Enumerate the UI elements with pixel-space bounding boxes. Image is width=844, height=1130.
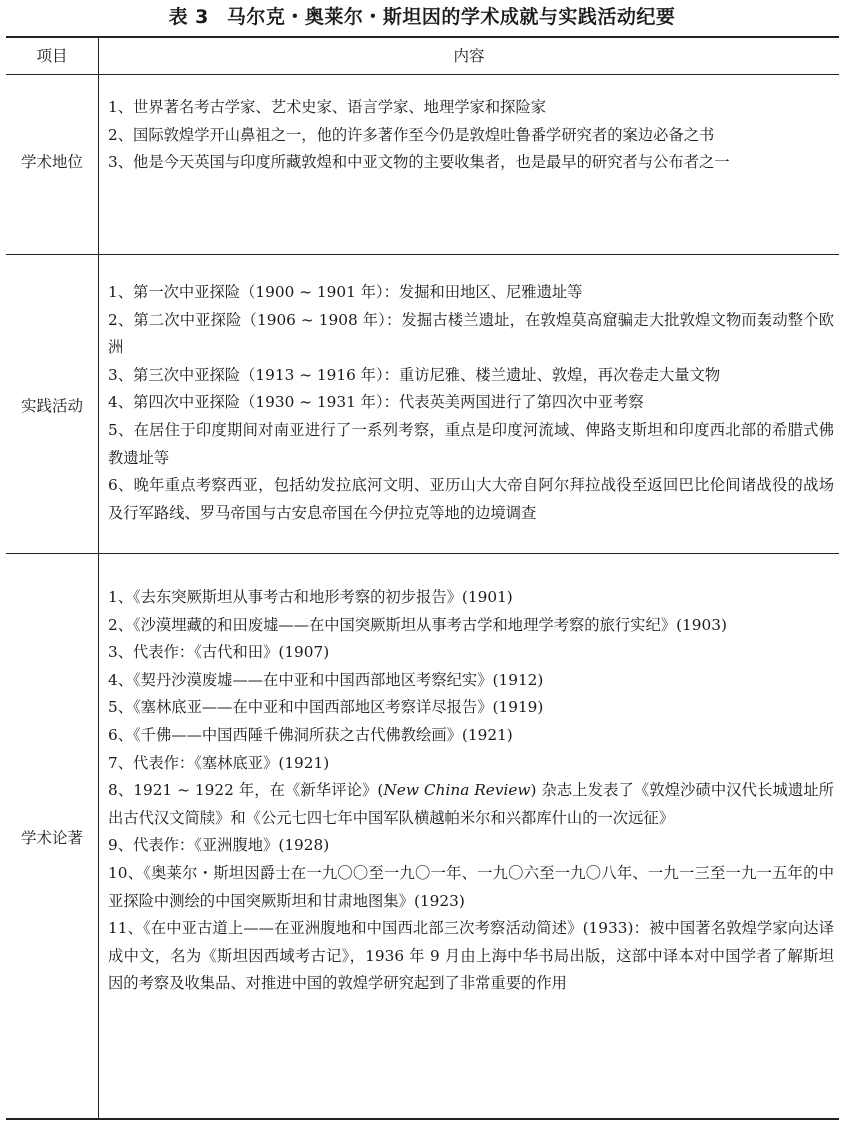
list-item: 1、世界著名考古学家、艺术史家、语言学家、地理学家和探险家: [108, 98, 547, 116]
list-item: 9、代表作：《亚洲腹地》(1928): [108, 836, 330, 855]
header-rule: [6, 74, 839, 75]
list-item: 4、《契丹沙漠废墟——在中亚和中国西部地区考察纪实》(1912): [108, 670, 544, 689]
list-item: 2、《沙漠埋藏的和田废墟——在中国突厥斯坦从事考古学和地理学考察的旅行实纪》(1903): [108, 615, 727, 634]
list-item: 3、第三次中亚探险（1913 ~ 1916 年）：重访尼雅、楼兰遗址、敦煌，再次卷走大量文物: [108, 365, 721, 384]
list-item: 3、代表作：《古代和田》(1907): [108, 643, 330, 662]
table-bottom-rule: [6, 1118, 839, 1120]
column-divider: [98, 37, 99, 1119]
header-content: 内容: [453, 47, 485, 65]
list-item: 2、第二次中亚探险（1906 ~ 1908 年）：发掘古楼兰遗址，在敦煌莫高窟骗走大批敦煌文物而轰动整个欧洲: [108, 310, 834, 357]
row-divider: [6, 553, 839, 554]
list-item: 1、第一次中亚探险（1900 ~ 1901 年）：发掘和田地区、尼雅遗址等: [108, 283, 583, 301]
row-divider: [6, 254, 839, 255]
list-item: 5、在居住于印度期间对南亚进行了一系列考察，重点是印度河流域、俾路支斯坦和印度西北部的希腊式佛教遗址等: [108, 420, 834, 467]
list-item: 11、《在中亚古道上——在亚洲腹地和中国西北部三次考察活动简述》(1933)：被中国著名敦煌学家向达译成中文，名为《斯坦因西域考古记》，1936 年 9 月由上海中华书局出版，这部中译本对中国学者了解斯坦因的考察及收集品、对推进中国的敦煌学研究起到了非常重要的作用: [108, 919, 834, 993]
row-category: 学术论著: [20, 829, 83, 847]
header-item: 项目: [36, 47, 68, 65]
row-content: [108, 584, 834, 998]
row-content: [108, 279, 834, 527]
journal-name: New China Review: [383, 781, 531, 800]
row-category: 实践活动: [20, 397, 83, 415]
row-content: [108, 94, 834, 177]
list-item: 1、《去东突厥斯坦从事考古和地形考察的初步报告》(1901): [108, 588, 513, 606]
list-item: 6、晚年重点考察西亚，包括幼发拉底河文明、亚历山大大帝自阿尔拜拉战役至返回巴比伦间诸战役的战场及行军路线、罗马帝国与古安息帝国在今伊拉克等地的边境调查: [108, 476, 834, 522]
list-item: 5、《塞林底亚——在中亚和中国西部地区考察详尽报告》(1919): [108, 698, 544, 717]
row-category: 学术地位: [20, 153, 83, 171]
list-item: 6、《千佛——中国西陲千佛洞所获之古代佛教绘画》(1921): [108, 725, 513, 744]
list-item: 7、代表作：《塞林底亚》(1921): [108, 753, 330, 772]
table-caption: 马尔克・奥莱尔・斯坦因的学术成就与实践活动纪要: [226, 6, 676, 28]
table-title: [0, 2, 844, 29]
list-item: 10、《奥莱尔・斯坦因爵士在一九〇〇至一九〇一年、一九〇六至一九〇八年、一九一三至一九一五年的中亚探险中测绘的中国突厥斯坦和甘肃地图集》(1923): [108, 863, 834, 910]
list-item-text: 8、1921 ~ 1922 年，在《新华评论》(: [108, 781, 384, 800]
table-label: 表 3: [168, 6, 209, 28]
list-item: 4、第四次中亚探险（1930 ~ 1931 年）：代表英美两国进行了第四次中亚考察: [108, 393, 644, 412]
list-item: [108, 777, 834, 832]
list-item: 3、他是今天英国与印度所藏敦煌和中亚文物的主要收集者，也是最早的研究者与公布者之一: [108, 153, 730, 172]
list-item-text: ) 杂志上发表了《敦煌沙碛中汉代长城遗址所出古代汉文简牍》和《公元七四七年中国军队横越帕米尔和兴都库什山的一次远征》: [108, 781, 834, 827]
list-item: 2、国际敦煌学开山鼻祖之一，他的许多著作至今仍是敦煌吐鲁番学研究者的案边必备之书: [108, 125, 715, 144]
